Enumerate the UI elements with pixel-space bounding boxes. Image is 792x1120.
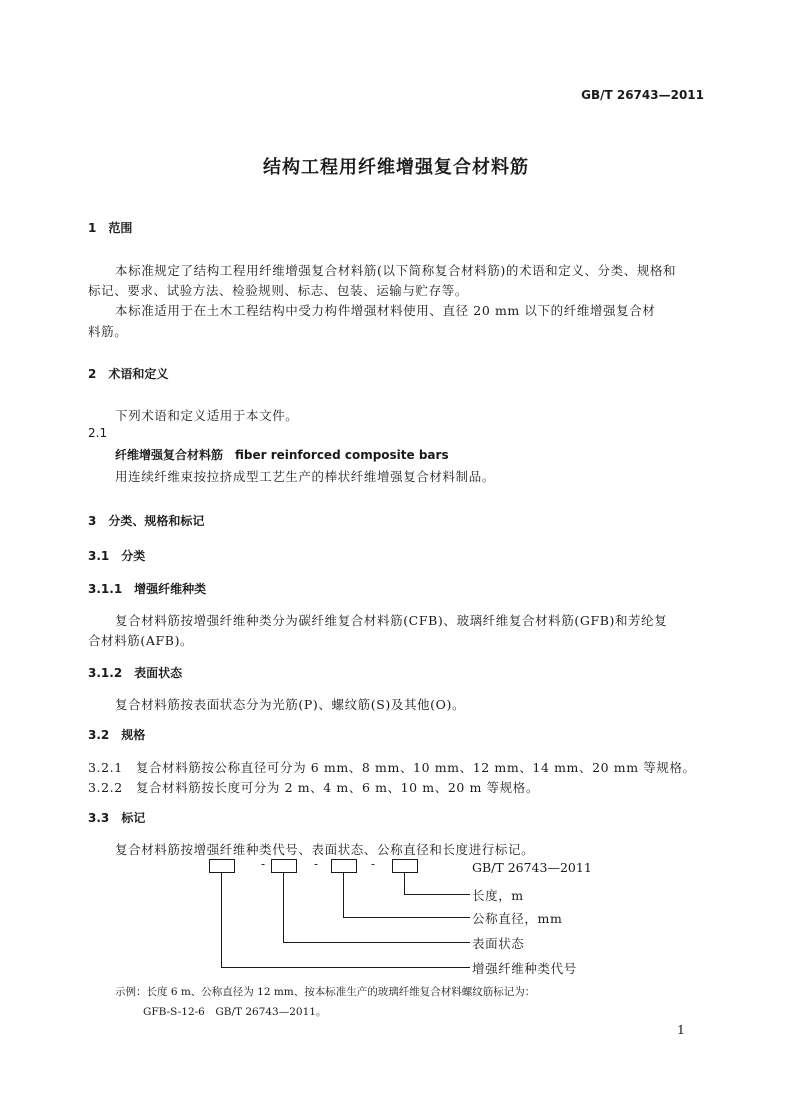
leader-diameter-h <box>343 917 470 918</box>
section-1-p1-line2: 标记、要求、试验方法、检验规则、标志、包装、运输与贮存等。 <box>88 283 468 298</box>
label-diameter: 公称直径，mm <box>472 911 563 926</box>
dash-2: - <box>314 857 319 871</box>
leader-fiber-v <box>221 872 222 967</box>
leader-surface-v <box>283 872 284 942</box>
section-3-2-2-text: 3.2.2 复合材料筋按长度可分为 2 m、4 m、6 m、10 m、20 m 等规格。 <box>88 780 539 795</box>
box-surface-state <box>271 859 297 873</box>
section-3-1-2-text: 复合材料筋按表面状态分为光筋(P)、螺纹筋(S)及其他(O)。 <box>115 697 466 712</box>
section-3-1-1-heading: 3.1.1 增强纤维种类 <box>88 582 207 596</box>
box-length <box>392 859 418 873</box>
section-3-1-1-line1: 复合材料筋按增强纤维种类分为碳纤维复合材料筋(CFB)、玻璃纤维复合材料筋(GFB)和芳纶复 <box>115 613 668 628</box>
box-fiber-type <box>209 859 235 873</box>
leader-length-v <box>404 872 405 894</box>
dash-1: - <box>261 857 266 871</box>
box-diameter <box>331 859 357 873</box>
section-3-2-heading: 3.2 规格 <box>88 728 146 742</box>
section-1-p1-line1: 本标准规定了结构工程用纤维增强复合材料筋(以下简称复合材料筋)的术语和定义、分类、规格和 <box>115 263 677 278</box>
example-line2: GFB-S-12-6 GB/T 26743—2011。 <box>143 1006 327 1018</box>
section-2-intro: 下列术语和定义适用于本文件。 <box>115 408 299 423</box>
leader-surface-h <box>283 942 470 943</box>
label-surface: 表面状态 <box>472 936 525 951</box>
page-title: 结构工程用纤维增强复合材料筋 <box>263 157 529 178</box>
term-number: 2.1 <box>88 426 108 440</box>
section-3-1-1-line2: 合材料筋(AFB)。 <box>88 633 194 648</box>
dash-3: - <box>371 857 376 871</box>
diagram-code: GB/T 26743—2011 <box>472 860 592 875</box>
term-name: 纤维增强复合材料筋 fiber reinforced composite bars <box>115 448 449 462</box>
example-line1: 示例：长度 6 m、公称直径为 12 mm、按本标准生产的玻璃纤维复合材料螺纹筋标记为： <box>115 986 536 998</box>
section-3-heading: 3 分类、规格和标记 <box>88 514 205 528</box>
page-number: 1 <box>677 1022 686 1037</box>
label-length: 长度，m <box>472 888 524 903</box>
leader-diameter-v <box>343 872 344 917</box>
section-3-1-2-heading: 3.1.2 表面状态 <box>88 666 183 680</box>
section-1-heading: 1 范围 <box>88 221 133 235</box>
label-fiber: 增强纤维种类代号 <box>472 961 577 976</box>
leader-fiber-h <box>221 967 470 968</box>
standard-code: GB/T 26743—2011 <box>581 88 704 102</box>
section-2-heading: 2 术语和定义 <box>88 367 169 381</box>
section-3-3-text: 复合材料筋按增强纤维种类代号、表面状态、公称直径和长度进行标记。 <box>115 842 535 857</box>
leader-length-h <box>404 894 470 895</box>
section-3-3-heading: 3.3 标记 <box>88 811 146 825</box>
section-1-p2-line1: 本标准适用于在土木工程结构中受力构件增强材料使用、直径 20 mm 以下的纤维增强复合材 <box>115 303 656 318</box>
section-3-2-1-text: 3.2.1 复合材料筋按公称直径可分为 6 mm、8 mm、10 mm、12 mm、14 mm、20 mm 等规格。 <box>88 760 696 775</box>
section-1-p2-line2: 料筋。 <box>88 324 128 339</box>
term-definition: 用连续纤维束按拉挤成型工艺生产的棒状纤维增强复合材料制品。 <box>115 469 495 484</box>
section-3-1-heading: 3.1 分类 <box>88 549 146 563</box>
